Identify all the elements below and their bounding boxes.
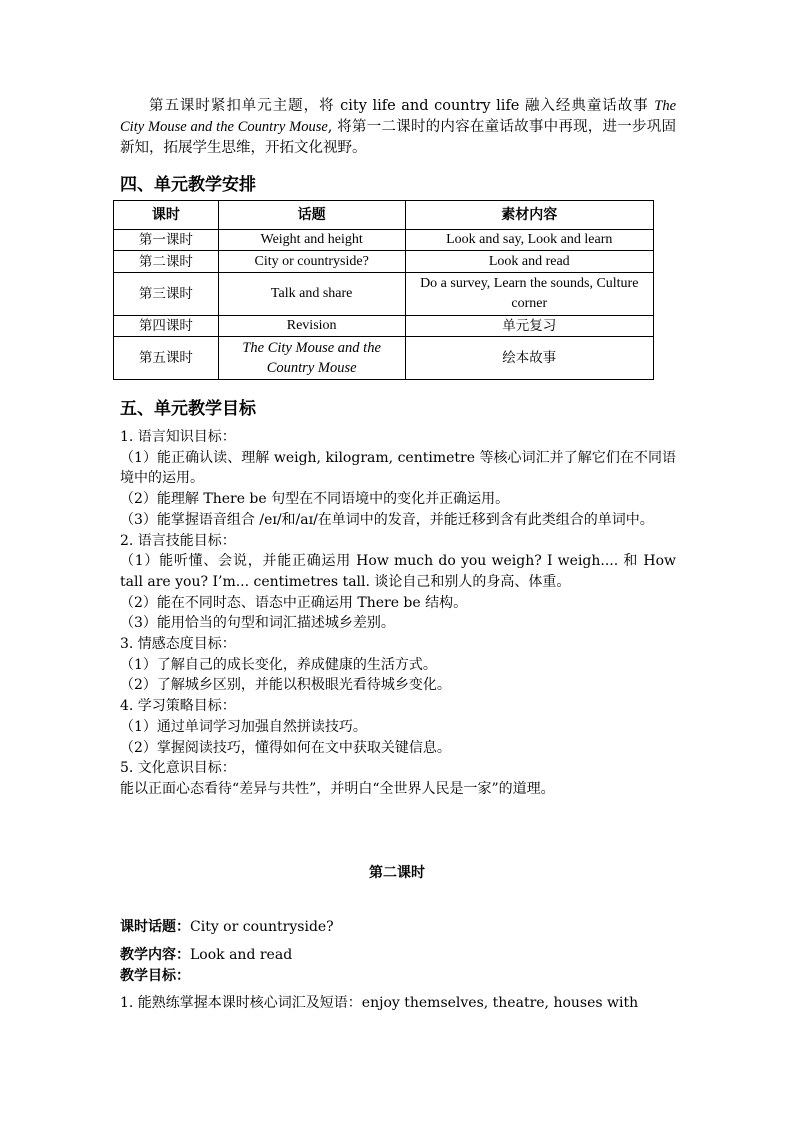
lesson-content-line	[120, 944, 292, 964]
table-row	[114, 273, 654, 316]
goal-item: （2）掌握阅读技巧，懂得如何在文中获取关键信息。	[120, 739, 451, 756]
header-lesson: 课时	[114, 201, 219, 230]
goal-item: （1）能听懂、会说，并能正确运用 How much do you weigh? I weigh.... 和 How tall are you? I’m... centimetres tall. 谈论自己和别人的身高、体重。	[120, 553, 676, 590]
lesson-cell: 第二课时	[114, 251, 219, 273]
material-cell: Look and say, Look and learn	[405, 230, 654, 251]
table-row	[114, 251, 654, 273]
goal-heading: 2. 语言技能目标：	[120, 532, 236, 549]
objectives-label-line	[120, 965, 190, 985]
lesson-topic-line	[120, 916, 334, 936]
topic-cell: City or countryside?	[218, 251, 405, 273]
lesson-cell: 第五课时	[114, 337, 219, 380]
goal-item: （3）能用恰当的句型和词汇描述城乡差别。	[120, 615, 395, 632]
topic-cell: The City Mouse and the Country Mouse	[218, 337, 405, 380]
intro-paragraph	[120, 96, 676, 159]
goals-list	[120, 427, 676, 800]
header-topic: 话题	[218, 201, 405, 230]
goal-heading: 1. 语言知识目标：	[120, 429, 236, 445]
material-cell: 绘本故事	[405, 337, 654, 380]
objectives-label: 教学目标：	[120, 968, 190, 984]
goal-item: （2）能理解 There be 句型在不同语境中的变化并正确运用。	[120, 491, 510, 508]
table-row	[114, 230, 654, 251]
section-heading-4: 四、单元教学安排	[120, 175, 256, 195]
intro-text-2: , 将第一二课时的内容在童话故事中再现，进一步巩固新知，拓展学生思维，开拓文化视野。	[120, 119, 676, 156]
topic-label: 课时话题：	[120, 919, 190, 935]
material-cell: 单元复习	[405, 316, 654, 337]
intro-text-1: 第五课时紧扣单元主题，将 city life and country life 融入经典童话故事	[149, 98, 655, 114]
lesson-cell: 第四课时	[114, 316, 219, 337]
topic-cell: Talk and share	[218, 273, 405, 316]
section-heading-5: 五、单元教学目标	[120, 399, 256, 419]
goal-item: 能以正面心态看待“差异与共性”，并明白“全世界人民是一家”的道理。	[120, 780, 555, 797]
table-row	[114, 337, 654, 380]
story-title-italic: The City Mouse and the Country Mouse	[120, 98, 676, 135]
schedule-table	[113, 200, 654, 380]
goal-item: （1）了解自己的成长变化，养成健康的生活方式。	[120, 656, 437, 673]
goal-item: （3）能掌握语音组合 /eɪ/和/aɪ/在单词中的发音，并能迁移到含有此类组合的单词中。	[120, 511, 654, 528]
topic-cell: Weight and height	[218, 230, 405, 251]
goal-heading: 3. 情感态度目标：	[120, 636, 236, 653]
content-label: 教学内容：	[120, 947, 190, 963]
lesson-cell: 第一课时	[114, 230, 219, 251]
topic-value: City or countryside?	[190, 919, 334, 935]
objective-item: 1. 能熟练掌握本课时核心词汇及短语：enjoy themselves, theatre, houses with	[120, 995, 639, 1011]
table-header-row	[114, 201, 654, 230]
table-row	[114, 316, 654, 337]
lesson-cell: 第三课时	[114, 273, 219, 316]
lesson-two-title: 第二课时	[369, 865, 425, 881]
goal-item: （2）了解城乡区别，并能以积极眼光看待城乡变化。	[120, 677, 451, 694]
goal-heading: 5. 文化意识目标：	[120, 760, 236, 777]
content-value: Look and read	[190, 947, 293, 963]
goal-heading: 4. 学习策略目标：	[120, 698, 236, 715]
topic-cell: Revision	[218, 316, 405, 337]
goal-item: （2）能在不同时态、语态中正确运用 There be 结构。	[120, 594, 468, 611]
header-material: 素材内容	[405, 201, 654, 230]
goal-item: （1）能正确认读、理解 weigh, kilogram, centimetre 等核心词汇并了解它们在不同语境中的运用。	[120, 449, 676, 487]
material-cell: Look and read	[405, 251, 654, 273]
goal-item: （1）通过单词学习加强自然拼读技巧。	[120, 718, 367, 735]
material-cell: Do a survey, Learn the sounds, Culture corner	[405, 273, 654, 316]
